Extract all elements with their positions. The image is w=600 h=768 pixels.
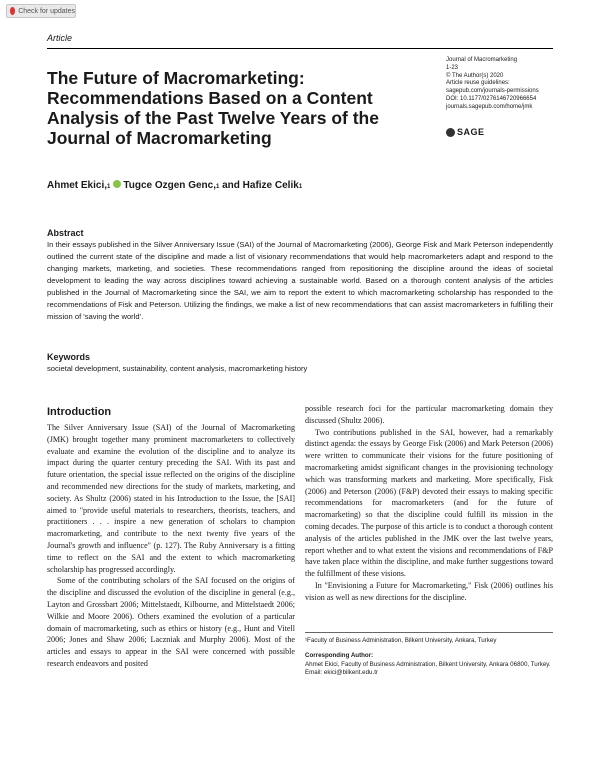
sage-logo-icon xyxy=(446,128,455,137)
body-column-left xyxy=(47,422,295,670)
badge-label: Check for updates xyxy=(18,7,75,15)
author-affiliation-mark: 1 xyxy=(107,184,111,190)
abstract-heading: Abstract xyxy=(47,228,84,238)
body-paragraph: Two contributions published in the SAI, however, had a remarkably distinct agenda: the essays by George Fisk (2006) and Mark Peterson (2006) were written to communicate their visions for the future positioning of macromarketing amidst significant changes in the provisioning technology which was transforming markets and marketing. More specifically, Fisk (2006) and Peterson (2006) (F&P) devoted their essays to making specific recommendations for macromarketers (and for the future of macromarketing) so that the discipline could fulfill its mission in the coming decades. The purpose of this article is to conduct a thorough content analysis of the articles published in the JMK over the last twelve years, report whether and to what extent the visions and recommendations of F&P have taken place within the discipline, and make further suggestions toward the fulfillment of these visions. xyxy=(305,427,553,579)
journal-name: Journal of Macromarketing xyxy=(446,57,518,63)
body-column-right xyxy=(305,403,553,604)
body-paragraph: In "Envisioning a Future for Macromarketing," Fisk (2006) outlines his vision as well as new directions for the discipline. xyxy=(305,580,553,602)
paper-title: The Future of Macromarketing: Recommendations Based on a Content Analysis of the Past Twelve Years of the Journal of Macromarketing xyxy=(47,68,379,148)
corresponding-author-heading: Corresponding Author: xyxy=(305,651,374,659)
body-paragraph: The Silver Anniversary Issue (SAI) of the Journal of Macromarketing (JMK) brought together many prominent macromarketers to collectively evaluate and examine the evolution of the discipline and to analyze its impact during the quarter century preceding the SAI. With its past and future orientation, the special issue reflected on the origins of the discipline and recommended new directions for the study of markets, marketing, and society. As Shultz (2006) stated in his Introduction to the Issue, the [SAI] aimed to "provide useful materials to researchers, theorists, teachers, and practitioners . . . inspire a new generation of scholars to champion macromarketing, and contribute to the next twenty five years of the Journal's growth and influence" (p. 127). The Ruby Anniversary is a fitting time to reflect on the SAI and the extent to which macromarketing scholarship has progressed accordingly. xyxy=(47,423,295,574)
author-name: Ahmet Ekici, xyxy=(47,180,108,191)
header-rule xyxy=(47,48,553,49)
introduction-heading: Introduction xyxy=(47,406,112,418)
copyright: © The Author(s) 2020 xyxy=(446,72,504,79)
author-list xyxy=(47,180,302,191)
abstract-text: In their essays published in the Silver Anniversary Issue (SAI) of the Journal of Macromarketing (2006), George Fisk and Mark Peterson independently outlined the current state of the discipline and made a list of visionary recommendations that would help macromarketers adapt and respond to the changing markets, marketing, and societies. These recommendations ranged from repositioning the discipline around the ideas of societal development to leading the way across disciplines toward achieving a sustainable world. Based on a thorough content analysis of the articles published in the Journal of Macromarketing since the SAI, we aim to report the extent to which macromarketing scholarship has responded to the recommendations of Fisk and Peterson. Utilizing the findings, we make a list of new recommendations that can assist macromarketers in fulfilling their mission of 'saving the world'. xyxy=(47,240,553,321)
check-for-updates-badge[interactable] xyxy=(6,4,76,18)
journal-meta xyxy=(446,57,586,112)
publisher-name: SAGE xyxy=(457,127,485,137)
orcid-icon[interactable] xyxy=(113,180,121,188)
footnote-rule xyxy=(305,632,553,633)
author-affiliation-mark: 1 xyxy=(298,184,303,190)
keywords-text: societal development, sustainability, content analysis, macromarketing history xyxy=(47,364,308,373)
update-icon xyxy=(10,7,15,15)
footnotes xyxy=(305,637,553,678)
affiliation-footnote: ¹Faculty of Business Administration, Bilkent University, Ankara, Turkey xyxy=(305,637,497,644)
author-name: Tugce Ozgen Genc, xyxy=(123,180,216,191)
permissions-link[interactable]: sagepub.com/journals-permissions xyxy=(446,88,539,95)
page-range: 1-23 xyxy=(446,64,459,71)
publisher-logo xyxy=(446,127,485,137)
body-paragraph: Some of the contributing scholars of the SAI focused on the origins of the discipline and discussed the evolution of the discipline in general (e.g., Layton and Grossbart 2006; Mittelstaedt, Kilbourne, and Mittelstaedt 2006; Wilkie and Moore 2006). Others examined the evolution of a particular domain of macromarketing, such as ethics or history (e.g., Hunt and Vitell 2006; Jones and Shaw 2006; Laczniak and Murphy 2006). Most of the articles and essays to appear in the SAI were concerned with possible research endeavors and posited xyxy=(47,576,295,668)
corresponding-email[interactable]: Email: ekici@bilkent.edu.tr xyxy=(305,669,378,677)
journal-homepage-link[interactable]: journals.sagepub.com/home/jmk xyxy=(446,103,533,110)
doi-link[interactable]: DOI: 10.1177/0276146720966654 xyxy=(446,95,537,102)
author-name: and Hafize Celik xyxy=(222,180,299,191)
author-affiliation-mark: 1 xyxy=(215,184,220,190)
corresponding-author-text: Ahmet Ekici, Faculty of Business Administration, Bilkent University, Ankara 06800, Turkey. xyxy=(305,660,551,668)
keywords-heading: Keywords xyxy=(47,352,91,362)
body-paragraph: possible research foci for the particular macromarketing domain they discussed (Shultz 2006). xyxy=(305,404,553,425)
article-type-label: Article xyxy=(47,33,73,43)
reuse-guidelines-label: Article reuse guidelines: xyxy=(446,80,510,87)
